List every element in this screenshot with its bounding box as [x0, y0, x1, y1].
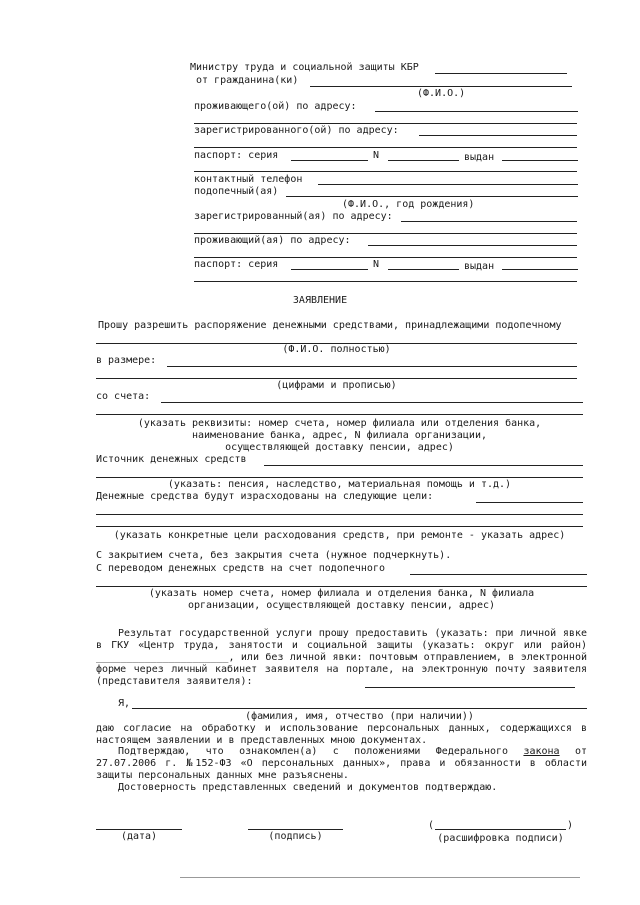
registered-address-field[interactable]	[419, 135, 577, 136]
ward-living-label: проживающий(ая) по адресу:	[194, 235, 351, 246]
ward-passport-series-label: паспорт: серия	[194, 259, 279, 270]
date-label: (дата)	[120, 831, 158, 842]
source-field[interactable]	[264, 465, 583, 466]
amount-hint: (цифрами и прописью)	[276, 380, 397, 391]
result-text: Результат государственной услуги прошу предоставить (указать: при личной явке в ГКУ «Центр труда, занятости и социальной защиты (указать: округ или район) ______________________, или без личной явки: почтовым отправлением, в электронной форме через личный кабинет заявителя на портале, на электронную почту заявителя (представителя заявителя):	[96, 628, 587, 687]
ward-passport-number-field[interactable]	[388, 269, 459, 270]
footer-rule	[180, 877, 580, 878]
decoding-label: (расшифровка подписи)	[437, 833, 564, 844]
ward-registered-field-2[interactable]	[194, 233, 577, 234]
living-address-field-2[interactable]	[194, 123, 577, 124]
spend-field[interactable]	[476, 502, 583, 503]
ward-passport-issued-label: выдан	[464, 261, 495, 272]
passport-number-field[interactable]	[388, 160, 459, 161]
account-field-2[interactable]	[96, 414, 583, 415]
passport-series-field[interactable]	[291, 160, 368, 161]
passport-n-label: N	[373, 150, 380, 161]
living-address-field[interactable]	[375, 111, 578, 112]
fio-hint: (Ф.И.О.)	[417, 88, 466, 99]
ward-passport-n-label: N	[373, 259, 380, 270]
signature-field[interactable]	[248, 829, 343, 830]
i-hint: (фамилия, имя, отчество (при наличии))	[245, 711, 474, 722]
transfer-label: С переводом денежных средств на счет подопечного	[96, 563, 385, 574]
passport-series-label: паспорт: серия	[194, 150, 279, 161]
transfer-hint-1: (указать номер счета, номер филиала и отделения банка, N филиала	[148, 588, 535, 599]
requisites-hint-1: (указать реквизиты: номер счета, номер филиала или отделения банка,	[137, 418, 542, 429]
ward-fio-field[interactable]	[286, 196, 578, 197]
amount-label: в размере:	[96, 355, 157, 366]
ward-passport-issued-field[interactable]	[502, 269, 578, 270]
living-address-label: проживающего(ой) по адресу:	[194, 101, 357, 112]
paren-close: )	[567, 820, 574, 831]
source-label: Источник денежных средств	[96, 454, 247, 465]
passport-issued-label: выдан	[464, 152, 495, 163]
phone-label: контактный телефон	[194, 174, 303, 185]
transfer-field-2[interactable]	[96, 586, 587, 587]
phone-field[interactable]	[318, 184, 578, 185]
law-link[interactable]: закона	[523, 746, 560, 757]
account-label: со счета:	[96, 391, 151, 402]
spend-hint: (указать конкретные цели расходования средств, при ремонте - указать адрес)	[113, 530, 566, 541]
ward-registered-field[interactable]	[401, 221, 577, 222]
ward-hint: (Ф.И.О., год рождения)	[342, 199, 475, 210]
ward-living-field[interactable]	[368, 245, 577, 246]
ward-passport-series-field[interactable]	[291, 269, 368, 270]
ward-registered-label: зарегистрированный(ая) по адресу:	[194, 211, 393, 222]
request-text: Прошу разрешить распоряжение денежными средствами, принадлежащими подопечному	[98, 320, 562, 331]
passport-issued-field[interactable]	[502, 160, 578, 161]
confirm-text: Подтверждаю, что ознакомлен(а) с положениями Федерального закона от 27.07.2006 г. №152-ФЗ «О персональных данных», права и обязанности в области защиты персональных данных мне разъяснены.	[96, 746, 587, 781]
registered-address-label: зарегистрированного(ой) по адресу:	[194, 125, 399, 136]
addressee: Министру труда и социальной защиты КБР	[190, 62, 419, 73]
amount-field[interactable]	[167, 366, 577, 367]
spend-field-2[interactable]	[96, 514, 583, 515]
requisites-hint-2: наименование банка, адрес, N филиала организации,	[191, 430, 487, 441]
ministry-field[interactable]	[435, 73, 567, 74]
ward-passport-issued-field-2[interactable]	[194, 281, 577, 282]
account-field[interactable]	[161, 402, 583, 403]
transfer-field[interactable]	[410, 574, 587, 575]
email-field[interactable]	[365, 687, 575, 688]
ward-label: подопечный(ая)	[194, 186, 279, 197]
i-label: Я,	[118, 698, 131, 709]
spend-label: Денежные средства будут израсходованы на следующие цели:	[96, 491, 434, 502]
requisites-hint-3: осуществляющей доставку пенсии, адрес)	[225, 442, 454, 453]
ward-living-field-2[interactable]	[194, 257, 577, 258]
passport-issued-field-2[interactable]	[194, 171, 577, 172]
fio-full-hint: (Ф.И.О. полностью)	[282, 344, 391, 355]
registered-address-field-2[interactable]	[194, 147, 577, 148]
source-hint: (указать: пенсия, наследство, материальная помощь и т.д.)	[167, 479, 512, 490]
paren-open: (	[428, 820, 435, 831]
reliability-text: Достоверность представленных сведений и документов подтверждаю.	[118, 782, 498, 793]
consent-fio-field[interactable]	[132, 708, 587, 709]
page-title: ЗАЯВЛЕНИЕ	[292, 295, 348, 306]
decoding-field[interactable]	[435, 829, 566, 830]
date-field[interactable]	[96, 829, 182, 830]
signature-label: (подпись)	[268, 831, 323, 842]
amount-field-2[interactable]	[96, 378, 577, 379]
source-field-2[interactable]	[96, 477, 583, 478]
from-label: от гражданина(ки)	[196, 75, 299, 86]
applicant-fio-field[interactable]	[310, 86, 572, 87]
close-account-text: С закрытием счета, без закрытия счета (нужное подчеркнуть).	[96, 550, 452, 561]
transfer-hint-2: организации, осуществляющей доставку пенсии, адрес)	[187, 600, 496, 611]
consent-text: даю согласие на обработку и использование персональных данных, содержащихся в настоящем заявлении и в представленных мною документах.	[96, 723, 587, 746]
spend-field-3[interactable]	[96, 526, 583, 527]
